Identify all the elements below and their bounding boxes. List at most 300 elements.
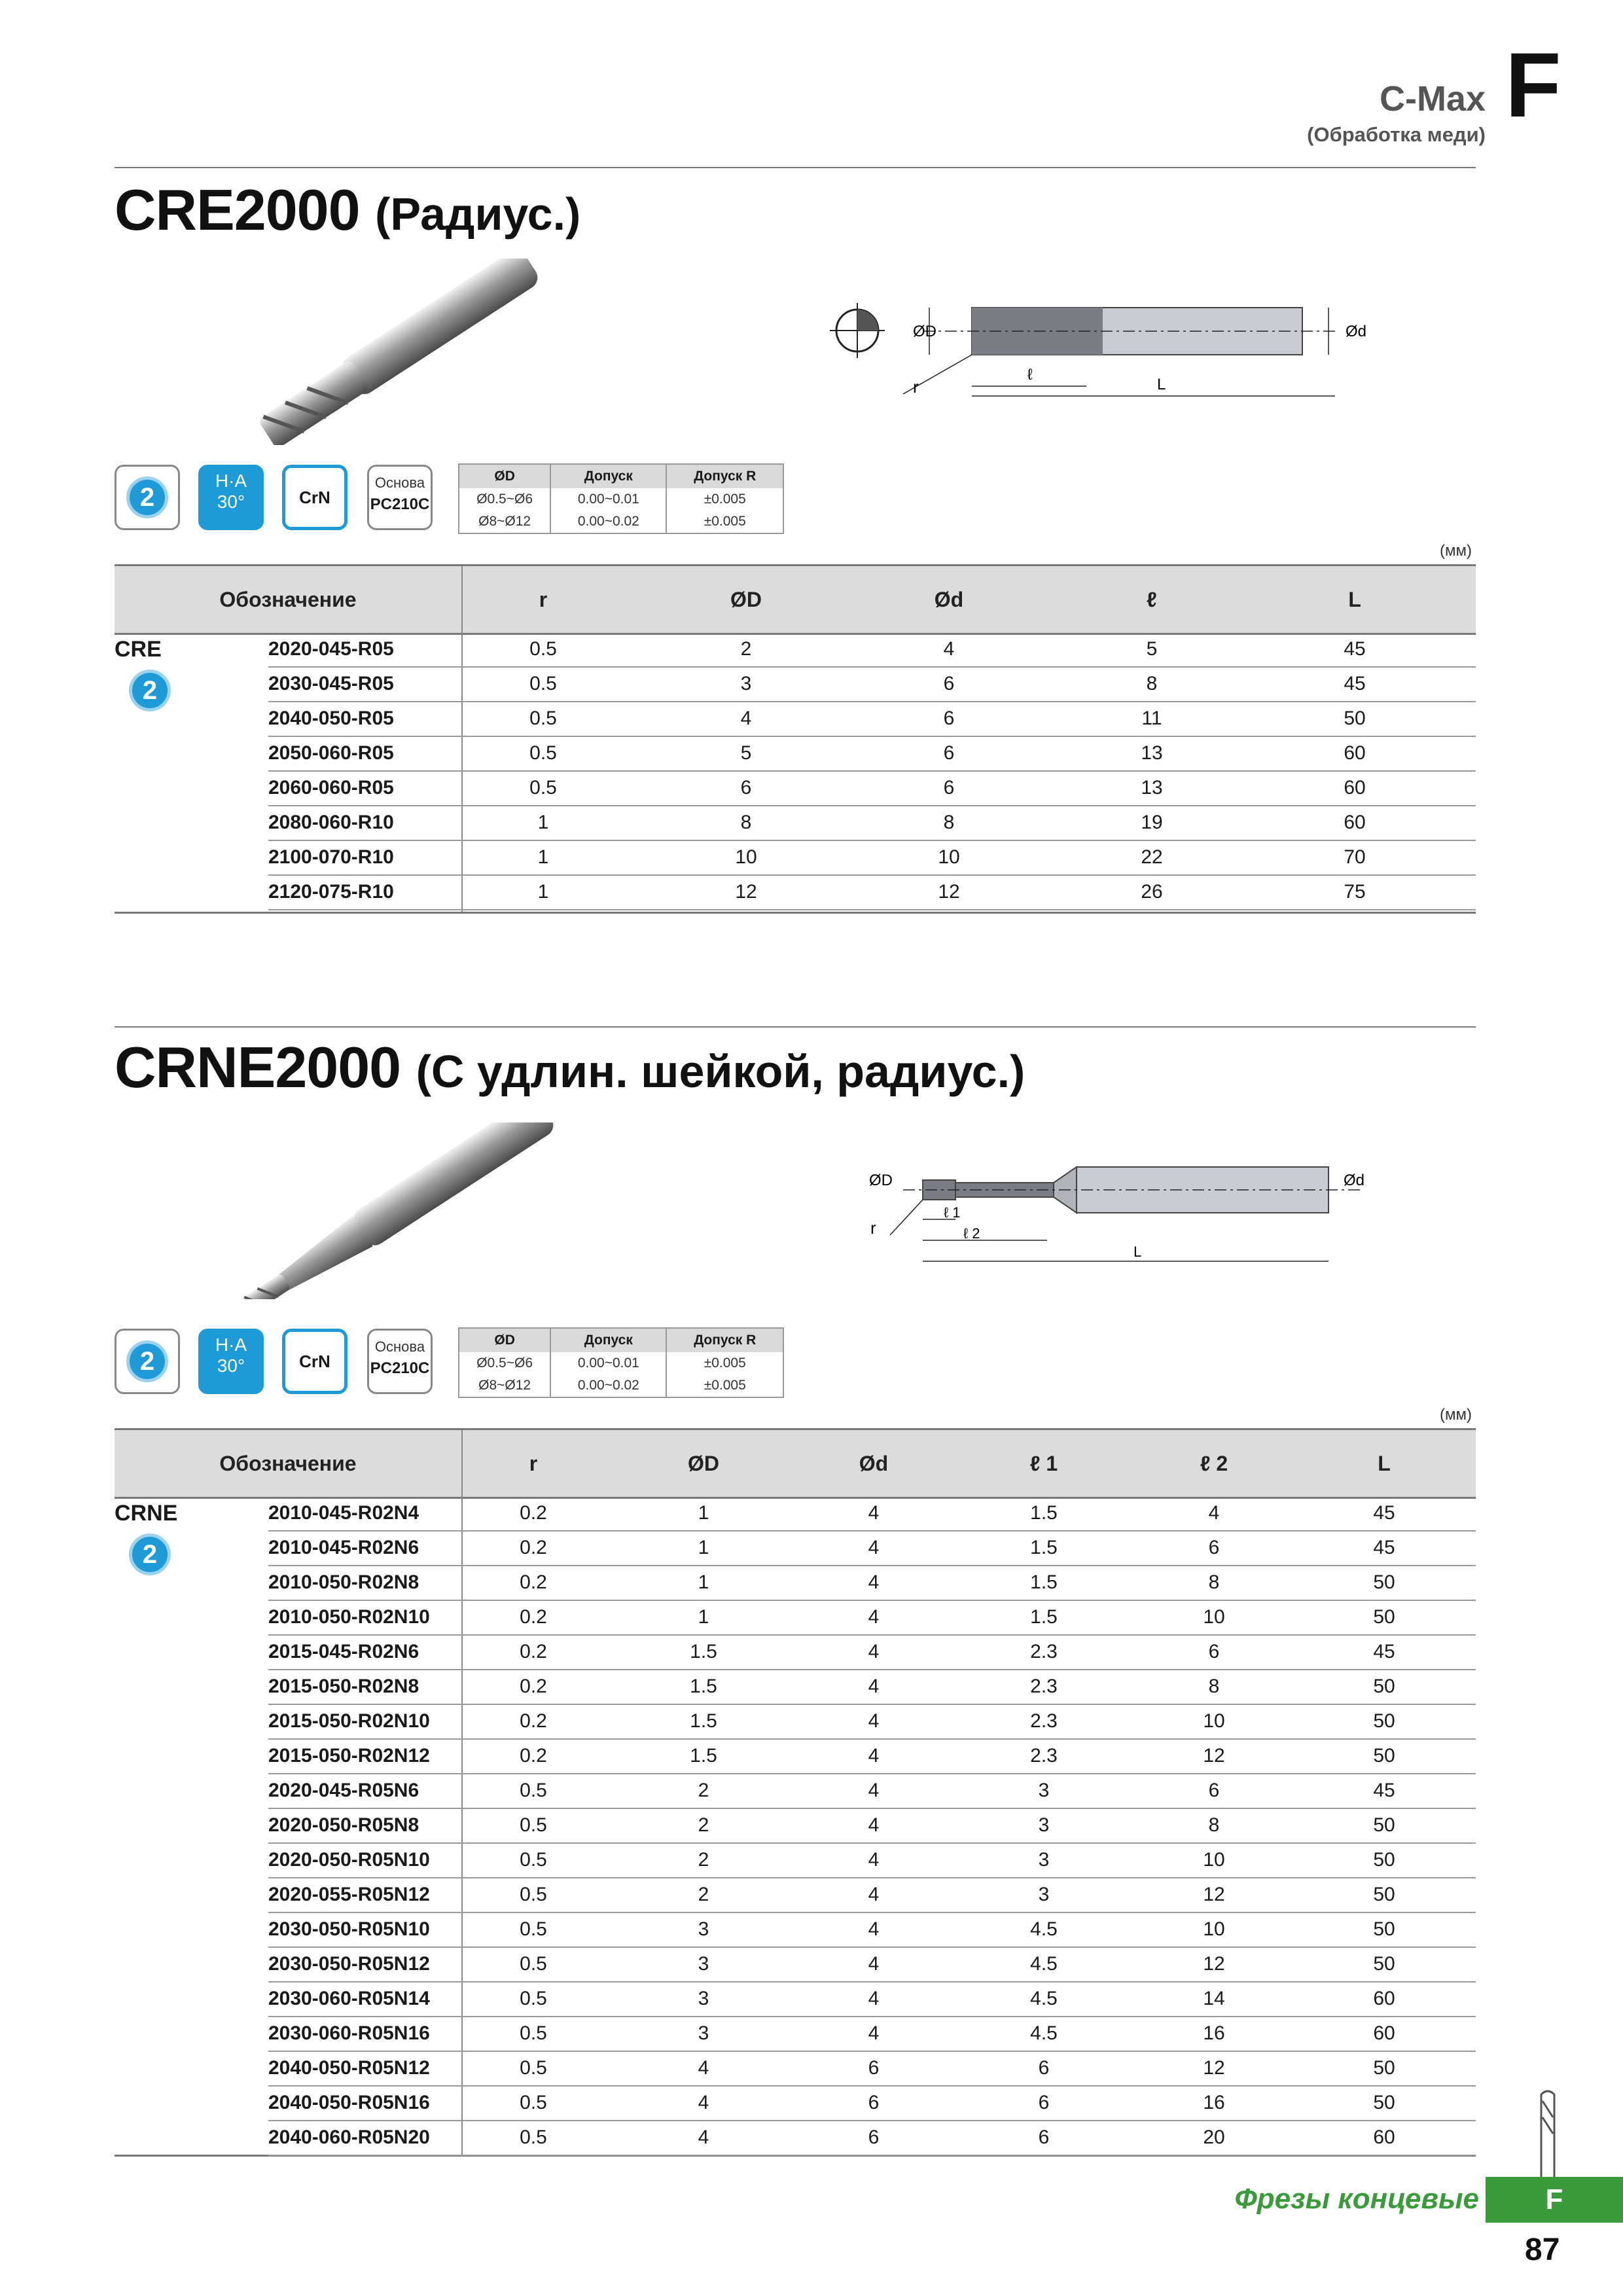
value-cell: 3 xyxy=(1038,1883,1050,1905)
crne-drawing-r: r xyxy=(870,1218,876,1238)
table-row xyxy=(268,1946,1476,1982)
value-cell: 4 xyxy=(868,1918,880,1940)
header-rule xyxy=(115,167,1476,168)
value-cell: 5 xyxy=(740,742,752,764)
value-cell: 45 xyxy=(1344,672,1366,694)
cre-base-label: Основа xyxy=(374,475,425,491)
value-cell: 4 xyxy=(868,1536,880,1558)
value-cell: 4 xyxy=(868,1987,880,2009)
designation-cell: 2100-070-R10 xyxy=(268,846,394,868)
col-header-dD: ØD xyxy=(688,1451,719,1475)
tol-cell: Ø8~Ø12 xyxy=(459,1374,550,1397)
value-cell: 11 xyxy=(1141,707,1162,729)
value-cell: 50 xyxy=(1373,2091,1395,2113)
footer-title: Фрезы концевые xyxy=(1234,2183,1479,2215)
table-row xyxy=(268,874,1476,910)
table-row xyxy=(268,1912,1476,1948)
value-cell: 50 xyxy=(1373,1710,1395,1732)
end-mill-icon xyxy=(1525,2088,1571,2186)
designation-cell: 2030-060-R05N14 xyxy=(268,1987,430,2009)
value-cell: 10 xyxy=(1203,1710,1225,1732)
value-cell: 20 xyxy=(1203,2126,1225,2148)
value-cell: 45 xyxy=(1373,1779,1395,1801)
value-cell: 1.5 xyxy=(690,1640,717,1662)
value-cell: 50 xyxy=(1373,1605,1395,1628)
col-header-r: r xyxy=(539,587,548,611)
value-cell: 1.5 xyxy=(1030,1571,1058,1593)
col-header-L: L xyxy=(1378,1451,1391,1475)
table-row xyxy=(268,1669,1476,1705)
value-cell: 16 xyxy=(1203,2022,1225,2044)
cre-helix-badge xyxy=(198,465,264,530)
value-cell: 12 xyxy=(1203,1744,1225,1767)
value-cell: 12 xyxy=(1203,1952,1225,1975)
table-row xyxy=(268,1704,1476,1740)
value-cell: 50 xyxy=(1373,1883,1395,1905)
value-cell: 4 xyxy=(868,1883,880,1905)
value-cell: 60 xyxy=(1344,811,1366,833)
value-cell: 14 xyxy=(1203,1987,1225,2009)
designation-cell: 2010-050-R02N8 xyxy=(268,1571,419,1593)
table-row xyxy=(268,2120,1476,2156)
cre-title-sub: (Радиус.) xyxy=(375,188,581,240)
table-row xyxy=(268,2085,1476,2121)
header-divider xyxy=(461,1430,463,1497)
value-cell: 0.5 xyxy=(520,1848,547,1871)
crne-drawing-L: L xyxy=(1133,1244,1142,1260)
header-title: C-Max xyxy=(1379,79,1486,118)
tol-cell: ±0.005 xyxy=(666,1352,783,1374)
table-row xyxy=(268,1496,1476,1532)
value-cell: 2.3 xyxy=(1030,1744,1058,1767)
designation-cell: 2020-055-R05N12 xyxy=(268,1883,430,1905)
value-cell: 50 xyxy=(1373,1848,1395,1871)
tol-cell: ±0.005 xyxy=(666,488,783,511)
tol-cell: Ø0.5~Ø6 xyxy=(459,488,550,511)
cre-base-badge xyxy=(367,465,433,530)
value-cell: 1.5 xyxy=(690,1744,717,1767)
value-cell: 45 xyxy=(1344,637,1366,660)
cre-coating-badge: CrN xyxy=(282,465,348,530)
value-cell: 50 xyxy=(1344,707,1366,729)
designation-cell: 2030-050-R05N10 xyxy=(268,1918,430,1940)
value-cell: 0.5 xyxy=(520,1918,547,1940)
value-cell: 2 xyxy=(740,637,752,660)
header-divider xyxy=(461,566,463,633)
value-cell: 4 xyxy=(868,1571,880,1593)
value-cell: 26 xyxy=(1141,880,1163,903)
cre-title-main: CRE2000 xyxy=(115,177,360,242)
value-cell: 2 xyxy=(698,1779,709,1801)
cre-tolerance-table xyxy=(458,463,784,534)
value-cell: 2.3 xyxy=(1030,1675,1058,1697)
value-cell: 6 xyxy=(868,2056,880,2079)
designation-cell: 2050-060-R05 xyxy=(268,742,394,764)
crne-drawing-dd: Ød xyxy=(1344,1172,1365,1189)
cre-flutes-icon: 2 xyxy=(126,476,168,518)
value-cell: 22 xyxy=(1141,846,1163,868)
crne-table-body xyxy=(115,1496,1476,2157)
designation-cell: 2080-060-R10 xyxy=(268,811,394,833)
crne-title-main: CRNE2000 xyxy=(115,1035,401,1100)
value-cell: 8 xyxy=(1146,672,1158,694)
table-row xyxy=(268,805,1476,841)
value-cell: 0.2 xyxy=(520,1571,547,1593)
value-cell: 8 xyxy=(1208,1571,1220,1593)
cre-drawing xyxy=(825,281,1400,406)
value-cell: 3 xyxy=(698,1987,709,2009)
value-cell: 13 xyxy=(1141,742,1163,764)
value-cell: 3 xyxy=(698,1952,709,1975)
value-cell: 8 xyxy=(1208,1814,1220,1836)
designation-cell: 2015-050-R02N8 xyxy=(268,1675,419,1697)
value-cell: 0.2 xyxy=(520,1710,547,1732)
value-cell: 4 xyxy=(698,2091,709,2113)
cre-helix-value: 30° xyxy=(217,492,245,512)
value-cell: 3 xyxy=(698,2022,709,2044)
designation-cell: 2040-050-R05N12 xyxy=(268,2056,430,2079)
tol-cell: 0.00~0.02 xyxy=(550,1374,666,1397)
designation-cell: 2020-045-R05N6 xyxy=(268,1779,419,1801)
tol-cell: ±0.005 xyxy=(666,1374,783,1397)
value-cell: 0.5 xyxy=(520,2091,547,2113)
value-cell: 0.5 xyxy=(529,637,557,660)
tol-header: Допуск R xyxy=(666,464,783,488)
col-header-dd: Ød xyxy=(859,1451,889,1475)
tol-header: ØD xyxy=(459,464,550,488)
table-row xyxy=(268,632,1476,668)
designation-cell: 2120-075-R10 xyxy=(268,880,394,903)
designation-cell: 2060-060-R05 xyxy=(268,776,394,798)
designation-cell: 2015-045-R02N6 xyxy=(268,1640,419,1662)
value-cell: 1 xyxy=(698,1501,709,1524)
value-cell: 1 xyxy=(698,1536,709,1558)
col-header-designation: Обозначение xyxy=(219,587,357,611)
value-cell: 4.5 xyxy=(1030,1918,1058,1940)
designation-cell: 2020-050-R05N8 xyxy=(268,1814,419,1836)
value-cell: 1 xyxy=(537,811,549,833)
col-header-l1: ℓ 1 xyxy=(1029,1451,1058,1475)
value-cell: 60 xyxy=(1373,1987,1395,2009)
value-cell: 2.3 xyxy=(1030,1710,1058,1732)
value-cell: 4.5 xyxy=(1030,1987,1058,2009)
crne-base-value: PC210C xyxy=(370,1359,430,1377)
value-cell: 6 xyxy=(868,2091,880,2113)
value-cell: 0.5 xyxy=(520,2056,547,2079)
crne-helix-value: 30° xyxy=(217,1355,245,1376)
value-cell: 1.5 xyxy=(690,1675,717,1697)
value-cell: 0.5 xyxy=(520,1814,547,1836)
value-cell: 16 xyxy=(1203,2091,1225,2113)
value-cell: 4 xyxy=(868,1779,880,1801)
designation-cell: 2010-045-R02N6 xyxy=(268,1536,419,1558)
value-cell: 4 xyxy=(868,1814,880,1836)
value-cell: 6 xyxy=(943,672,955,694)
value-cell: 50 xyxy=(1373,1952,1395,1975)
value-cell: 12 xyxy=(1203,1883,1225,1905)
value-cell: 19 xyxy=(1141,811,1163,833)
value-cell: 6 xyxy=(943,776,955,798)
cre-drawing-dd: Ød xyxy=(1346,323,1367,340)
value-cell: 13 xyxy=(1141,776,1163,798)
value-cell: 6 xyxy=(1038,2056,1050,2079)
value-cell: 6 xyxy=(1038,2126,1050,2148)
value-cell: 0.5 xyxy=(529,742,557,764)
cre-series-label: CRE xyxy=(115,637,162,662)
value-cell: 2 xyxy=(698,1848,709,1871)
value-cell: 60 xyxy=(1373,2022,1395,2044)
section-rule xyxy=(115,1026,1476,1028)
tol-cell: 0.00~0.02 xyxy=(550,511,666,533)
designation-cell: 2040-060-R05N20 xyxy=(268,2126,430,2148)
value-cell: 50 xyxy=(1373,1675,1395,1697)
crne-coating-badge: CrN xyxy=(282,1329,348,1394)
cre-series-flutes-icon: 2 xyxy=(129,670,171,711)
designation-cell: 2040-050-R05N16 xyxy=(268,2091,430,2113)
crne-flutes-icon: 2 xyxy=(126,1340,168,1382)
value-cell: 0.5 xyxy=(520,1779,547,1801)
value-cell: 0.2 xyxy=(520,1536,547,1558)
value-cell: 3 xyxy=(740,672,752,694)
value-cell: 0.5 xyxy=(520,1987,547,2009)
value-cell: 8 xyxy=(740,811,752,833)
tol-header: ØD xyxy=(459,1328,550,1352)
value-cell: 6 xyxy=(1208,1536,1220,1558)
value-cell: 4 xyxy=(868,1640,880,1662)
value-cell: 10 xyxy=(1203,1848,1225,1871)
value-cell: 50 xyxy=(1373,1918,1395,1940)
value-cell: 50 xyxy=(1373,2056,1395,2079)
crne-unit: (мм) xyxy=(1440,1406,1472,1424)
value-cell: 45 xyxy=(1373,1536,1395,1558)
crne-helix-label: H·A xyxy=(215,1335,247,1355)
table-row xyxy=(268,1981,1476,2017)
page-number: 87 xyxy=(1525,2233,1560,2267)
header-subtitle: (Обработка меди) xyxy=(1307,123,1486,146)
value-cell: 75 xyxy=(1344,880,1366,903)
value-cell: 50 xyxy=(1373,1571,1395,1593)
designation-cell: 2020-050-R05N10 xyxy=(268,1848,430,1871)
designation-cell: 2015-050-R02N10 xyxy=(268,1710,430,1732)
col-header-designation: Обозначение xyxy=(219,1451,357,1475)
value-cell: 1.5 xyxy=(690,1710,717,1732)
cre-drawing-dD: ØD xyxy=(913,323,936,340)
table-row xyxy=(268,666,1476,702)
designation-cell: 2020-045-R05 xyxy=(268,637,394,660)
value-cell: 60 xyxy=(1373,2126,1395,2148)
col-header-l2: ℓ 2 xyxy=(1200,1451,1228,1475)
designation-cell: 2030-050-R05N12 xyxy=(268,1952,430,1975)
tol-cell: 0.00~0.01 xyxy=(550,1352,666,1374)
crne-tolerance-table xyxy=(458,1327,784,1398)
tol-header: Допуск R xyxy=(666,1328,783,1352)
tol-cell: 0.00~0.01 xyxy=(550,488,666,511)
value-cell: 6 xyxy=(1208,1640,1220,1662)
value-cell: 0.5 xyxy=(520,1952,547,1975)
table-row xyxy=(268,2016,1476,2052)
designation-cell: 2030-045-R05 xyxy=(268,672,394,694)
value-cell: 4 xyxy=(868,1848,880,1871)
table-row xyxy=(268,1565,1476,1601)
cre-drawing-r: r xyxy=(913,377,919,397)
table-row xyxy=(268,1808,1476,1844)
tol-cell: Ø8~Ø12 xyxy=(459,511,550,533)
table-row xyxy=(268,1530,1476,1566)
crne-base-label: Основа xyxy=(374,1338,425,1355)
crne-base-badge xyxy=(367,1329,433,1394)
value-cell: 1 xyxy=(698,1605,709,1628)
value-cell: 0.5 xyxy=(529,707,557,729)
tol-cell: Ø0.5~Ø6 xyxy=(459,1352,550,1374)
value-cell: 4 xyxy=(698,2126,709,2148)
crne-flutes-badge xyxy=(115,1329,180,1394)
value-cell: 10 xyxy=(1203,1605,1225,1628)
table-row xyxy=(268,1738,1476,1774)
value-cell: 0.5 xyxy=(529,672,557,694)
value-cell: 4 xyxy=(943,637,955,660)
value-cell: 10 xyxy=(1203,1918,1225,1940)
cre-title xyxy=(115,177,580,243)
value-cell: 1.5 xyxy=(1030,1501,1058,1524)
value-cell: 0.5 xyxy=(520,1883,547,1905)
value-cell: 50 xyxy=(1373,1744,1395,1767)
designation-cell: 2030-060-R05N16 xyxy=(268,2022,430,2044)
value-cell: 4 xyxy=(868,1605,880,1628)
value-cell: 2 xyxy=(698,1883,709,1905)
value-cell: 3 xyxy=(698,1918,709,1940)
value-cell: 6 xyxy=(868,2126,880,2148)
table-row xyxy=(268,736,1476,772)
col-header-L: L xyxy=(1348,587,1361,611)
crne-drawing-dD: ØD xyxy=(869,1172,893,1189)
value-cell: 0.5 xyxy=(529,776,557,798)
value-cell: 0.2 xyxy=(520,1640,547,1662)
value-cell: 2.3 xyxy=(1030,1640,1058,1662)
value-cell: 5 xyxy=(1146,637,1158,660)
value-cell: 10 xyxy=(938,846,960,868)
crne-helix-badge xyxy=(198,1329,264,1394)
value-cell: 2 xyxy=(698,1814,709,1836)
value-cell: 45 xyxy=(1373,1640,1395,1662)
value-cell: 0.2 xyxy=(520,1675,547,1697)
value-cell: 1.5 xyxy=(1030,1605,1058,1628)
section-letter: F xyxy=(1505,33,1561,136)
cre-drawing-l: ℓ xyxy=(1027,366,1033,384)
designation-cell: 2015-050-R02N12 xyxy=(268,1744,430,1767)
value-cell: 12 xyxy=(735,880,757,903)
value-cell: 6 xyxy=(943,742,955,764)
value-cell: 12 xyxy=(1203,2056,1225,2079)
table-row xyxy=(268,1877,1476,1913)
value-cell: 4.5 xyxy=(1030,1952,1058,1975)
value-cell: 0.5 xyxy=(520,2022,547,2044)
value-cell: 0.2 xyxy=(520,1501,547,1524)
cre-helix-label: H·A xyxy=(215,471,247,491)
tol-header: Допуск xyxy=(550,464,666,488)
crne-title xyxy=(115,1034,1025,1101)
table-row xyxy=(268,1773,1476,1809)
value-cell: 1.5 xyxy=(1030,1536,1058,1558)
cre-base-value: PC210C xyxy=(370,495,430,513)
value-cell: 4 xyxy=(698,2056,709,2079)
tol-header: Допуск xyxy=(550,1328,666,1352)
col-header-l: ℓ xyxy=(1147,587,1157,611)
designation-cell: 2040-050-R05 xyxy=(268,707,394,729)
value-cell: 3 xyxy=(1038,1848,1050,1871)
table-row xyxy=(268,701,1476,737)
value-cell: 3 xyxy=(1038,1779,1050,1801)
value-cell: 1 xyxy=(698,1571,709,1593)
value-cell: 4 xyxy=(868,1675,880,1697)
col-header-dD: ØD xyxy=(730,587,762,611)
value-cell: 1 xyxy=(537,880,549,903)
value-cell: 3 xyxy=(1038,1814,1050,1836)
value-cell: 10 xyxy=(735,846,757,868)
crne-drawing-l2: ℓ 2 xyxy=(963,1225,980,1242)
value-cell: 4 xyxy=(868,1710,880,1732)
value-cell: 0.2 xyxy=(520,1605,547,1628)
crne-drawing xyxy=(851,1155,1427,1266)
value-cell: 6 xyxy=(1208,1779,1220,1801)
value-cell: 8 xyxy=(1208,1675,1220,1697)
crne-title-sub: (С удлин. шейкой, радиус.) xyxy=(416,1046,1026,1097)
value-cell: 0.5 xyxy=(520,2126,547,2148)
crne-table-header xyxy=(115,1428,1476,1499)
cre-table-header xyxy=(115,564,1476,635)
cre-table-body xyxy=(115,632,1476,914)
value-cell: 4 xyxy=(868,1744,880,1767)
value-cell: 4 xyxy=(740,707,752,729)
crne-series-label: CRNE xyxy=(115,1501,178,1526)
value-cell: 60 xyxy=(1344,742,1366,764)
value-cell: 60 xyxy=(1344,776,1366,798)
cre-drawing-L: L xyxy=(1157,376,1166,393)
table-row xyxy=(268,770,1476,806)
table-row xyxy=(268,1634,1476,1670)
cre-flutes-badge xyxy=(115,465,180,530)
tol-cell: ±0.005 xyxy=(666,511,783,533)
table-row xyxy=(268,1842,1476,1878)
crne-series-flutes-icon: 2 xyxy=(129,1534,171,1575)
value-cell: 70 xyxy=(1344,846,1366,868)
table-row xyxy=(268,1600,1476,1636)
designation-cell: 2010-050-R02N10 xyxy=(268,1605,430,1628)
value-cell: 1 xyxy=(537,846,549,868)
value-cell: 8 xyxy=(943,811,955,833)
cre-tool-photo xyxy=(223,259,563,445)
value-cell: 6 xyxy=(1038,2091,1050,2113)
crne-drawing-l1: ℓ 1 xyxy=(944,1204,961,1221)
crne-tool-photo xyxy=(203,1122,582,1299)
table-row xyxy=(268,840,1476,876)
value-cell: 4.5 xyxy=(1030,2022,1058,2044)
col-header-r: r xyxy=(529,1451,538,1475)
cre-unit: (мм) xyxy=(1440,542,1472,560)
value-cell: 4 xyxy=(868,2022,880,2044)
value-cell: 50 xyxy=(1373,1814,1395,1836)
value-cell: 6 xyxy=(943,707,955,729)
value-cell: 0.2 xyxy=(520,1744,547,1767)
value-cell: 45 xyxy=(1373,1501,1395,1524)
footer-section-letter: F xyxy=(1486,2177,1623,2223)
value-cell: 4 xyxy=(868,1952,880,1975)
table-row xyxy=(268,2051,1476,2087)
designation-cell: 2010-045-R02N4 xyxy=(268,1501,419,1524)
col-header-dd: Ød xyxy=(934,587,964,611)
value-cell: 6 xyxy=(740,776,752,798)
value-cell: 4 xyxy=(1208,1501,1220,1524)
value-cell: 12 xyxy=(938,880,960,903)
